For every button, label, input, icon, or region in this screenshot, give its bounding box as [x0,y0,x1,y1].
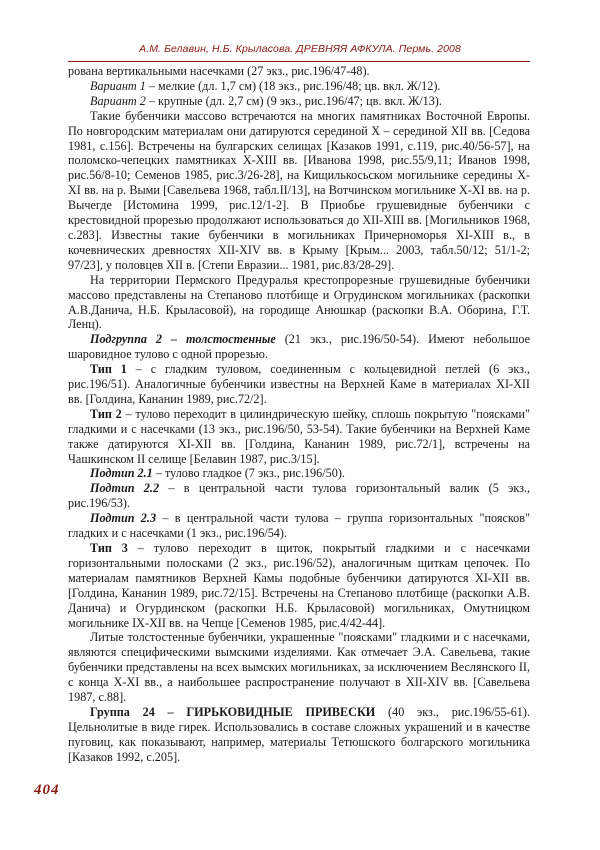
page-number: 404 [34,782,60,798]
type-2-text: – тулово переходит в цилиндрическую шейку, сплошь покрытую "поясками" гладкими и с насечками (13 экз., рис.196/50, 53-54). Такие бубенчики на Верхней Каме также датируются XI-XII вв. [Голдина, Кананин 1989, рис.72/1], встречены на Чашкинском II селище [Белавин 1987, рис.3/15]. [68,406,530,466]
running-header: А.М. Белавин, Н.Б. Крыласова. ДРЕВНЯЯ АФКУЛА. Пермь. 2008 [139,43,461,55]
header-rule [68,61,530,62]
paragraph-type-1 [68,362,530,407]
paragraph-thick-walled-bells: Литые толстостенные бубенчики, украшенные "поясками" гладкими и с насечками, являются специфическими вымскими изделиями. Как отмечает Э.А. Савельева, такие бубенчики представлены на всех вымских могильниках, за исключением Веслянского II, с конца X-XI вв., а наибольшее распространение получают в XII-XIV вв. [Савельева 1987, с.88]. [68,630,530,705]
group-24-label: Группа 24 – ГИРЬКОВИДНЫЕ ПРИВЕСКИ [90,704,376,719]
subtype-2-1-label: Подтип 2.1 [90,466,153,481]
type-3-label: Тип 3 [90,541,128,555]
type-3-text: – тулово переходит в щиток, покрытый гладкими и с насечками горизонтальными полосками (2 экз., рис.196/52), аналогичным щиткам цепочек. По материалам памятников Верхней Камы подобные бубенчики датируются XI-XII вв. [Голдина, Кананин 1989, рис.72/15]. Встречены на Степаново плотбище (раскопки А.В. Данича) и Огурдинском (раскопки Н.Б. Крыласовой) могильниках, Омутницком могильнике IX-XII вв. на Чепце [Семенов 1985, рис.4/42-44]. [68,541,531,630]
paragraph-variant-2 [68,94,530,109]
paragraph-subtype-2-1 [68,466,530,481]
type-2-label: Тип 2 [90,406,122,421]
paragraph-subtype-2-2 [68,481,530,511]
paragraph-variant-1 [68,79,530,94]
subtype-2-3-text: – в центральной части тулова – группа горизонтальных "поясков" гладких и с насечками (1 экз., рис.196/54). [68,511,530,541]
group-24-text: (40 экз., рис.196/55-61). Цельнолитые в виде гирек. Использовались в составе сложных украшений и в качестве пуговиц, как показывают, например, материалы Тетюшского болгарского могильника [Казаков 1992, с.205]. [68,704,530,764]
subtype-2-2-label: Подтип 2.2 [90,481,160,496]
subtype-2-3-label: Подтип 2.3 [90,511,157,526]
variant-2-text: – крупные (дл. 2,7 см) (9 экз., рис.196/47; цв. вкл. Ж/13). [145,93,442,108]
subtype-2-2-text: – в центральной части тулова горизонтальный валик (5 экз., рис.196/53). [68,481,530,511]
subgroup-2-text: (21 экз., рис.196/50-54). Имеют небольшое шаровидное тулово с одной прорезью. [68,332,531,362]
paragraph-group-24 [68,705,530,765]
type-1-text: – с гладким туловом, соединенным с кольцевидной петлей (6 экз., рис.196/51). Аналогичные бубенчики известны на Верхней Каме в материалах XI-XII вв. [Голдина, Кананин 1989, рис.72/2]. [68,362,530,406]
paragraph-1: рована вертикальными насечками (27 экз., рис.196/47-48). [68,64,370,78]
paragraph-subgroup-2 [68,332,530,362]
paragraph-analogies: Такие бубенчики массово встречаются на многих памятниках Восточной Европы. По новгородским материалам они датируются серединой X – серединой XII вв. [Седова 1981, с.156]. Встречены на булгарских селищах [Казаков 1991, с.119, рис.40/56-57], на поломско-чепецких памятниках X-XIII вв. [Иванова 1998, рис.55/9,11; Иванов 1998, рис.56/8-10; Семенов 1985, рис.3/26-28], на Кищилькосьском могильнике середины X-XI вв. на р. Выми [Савельева 1968, табл.II/13], на Вотчинском могильнике X-XI вв. на р. Вычегде [Истомина 1999, рис.12/1-2]. В Приобье грушевидные бубенчики с крестовидной прорезью продолжают использоваться до XII-XIII вв. [Могильников 1968, с.283]. Известны такие бубенчики в могильниках Причерноморья XI-XIII в., в кочевнических древностях XII-XIV вв. в Крыму [Крым... 2003, табл.50/12; 51/1-2; 97/23], у половцев XII в. [Степи Евразии... 1981, рис.83/28-29]. [68,108,530,272]
subtype-2-1-text: – тулово гладкое (7 экз., рис.196/50). [152,466,345,481]
paragraph-perm-territory: На территории Пермского Предуралья крестопрорезные грушевидные бубенчики массово представлены на Степаново плотбище и Огрудинском могильниках (раскопки А.В.Данича, Н.Б. Крыласовой), на городище Анюшкар (раскопки В.А. Оборина, Г.Т. Ленц). [68,272,530,332]
type-1-label: Тип 1 [90,362,127,377]
variant-1-label: Вариант 1 [90,78,146,93]
paragraph-type-3 [68,541,530,630]
page-body [68,64,530,765]
variant-2-label: Вариант 2 [90,93,146,108]
variant-1-text: – мелкие (дл. 1,7 см) (18 экз., рис.196/48; цв. вкл. Ж/12). [145,78,441,93]
paragraph-type-2 [68,407,530,467]
paragraph-subtype-2-3 [68,511,530,541]
subgroup-2-label: Подгруппа 2 – толстостенные [90,332,276,347]
